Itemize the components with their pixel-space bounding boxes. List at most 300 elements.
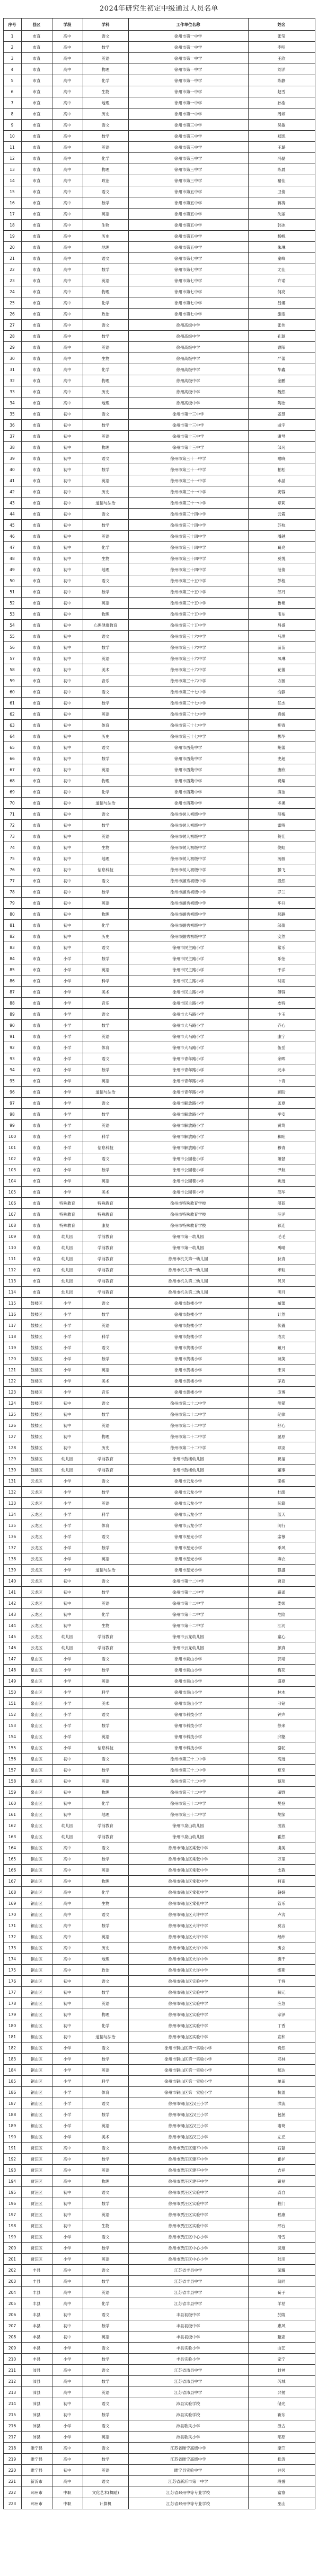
name-cell: 贲然 [248,2042,315,2054]
workplace-cell: 沛县歌风小学 [128,2420,248,2432]
subject-cell: 语文 [83,2143,128,2154]
subject-cell: 科学 [83,2076,128,2087]
workplace-cell: 徐州市第七中学 [128,253,248,264]
subject-cell: 音乐 [83,675,128,686]
index-cell: 85 [3,964,21,975]
workplace-cell: 徐州市泉山小学 [128,1676,248,1687]
index-cell: 187 [3,2098,21,2109]
workplace-cell: 徐州市黄楼小学 [128,1376,248,1387]
table-row [3,475,315,486]
stage-cell: 高中 [52,297,83,309]
table-row [3,2087,315,2098]
name-cell: 周婷 [248,109,315,120]
table-row [3,1209,315,1220]
index-cell: 177 [3,1987,21,1998]
name-cell: 甄宓 [248,2331,315,2343]
district-cell: 铜山区 [21,1842,52,1854]
district-cell: 铜山区 [21,1954,52,1965]
district-cell: 市直 [21,109,52,120]
subject-cell: 英语 [83,1120,128,1131]
district-cell: 铜山区 [21,1887,52,1898]
workplace-cell: 徐州市特殊教育学校 [128,1209,248,1220]
table-row [3,642,315,653]
name-cell: 柳青 [248,720,315,731]
district-cell: 市直 [21,409,52,420]
table-row [3,2098,315,2109]
table-row [3,2298,315,2309]
name-cell: 江河 [248,1620,315,1631]
table-row [3,653,315,664]
subject-cell: 化学 [83,364,128,375]
district-cell: 沛县 [21,2387,52,2398]
workplace-cell: 徐州市星光小学 [128,1542,248,1553]
name-cell: 钟声 [248,1709,315,1720]
district-cell: 沛县 [21,2376,52,2387]
stage-cell: 初中 [52,2020,83,2031]
name-cell: 许诺 [248,275,315,286]
name-cell: 苗苗 [248,642,315,653]
stage-cell: 初中 [52,442,83,453]
stage-cell: 初中 [52,2220,83,2231]
name-cell: 严蕾 [248,353,315,364]
subject-cell: 语文 [83,2365,128,2376]
district-cell: 市直 [21,242,52,253]
index-cell: 210 [3,2354,21,2365]
index-cell: 93 [3,1053,21,1064]
index-cell: 176 [3,1976,21,1987]
stage-cell: 小学 [52,1131,83,1142]
district-cell: 市直 [21,31,52,42]
table-row [3,1487,315,1498]
stage-cell: 小学 [52,1531,83,1542]
workplace-cell: 徐州市第三十七中学 [128,731,248,742]
table-row [3,1120,315,1131]
table-row [3,1765,315,1776]
workplace-cell: 徐州市铜山区大许中学 [128,1920,248,1931]
subject-cell: 生物 [83,1898,128,1909]
subject-cell: 物理 [83,909,128,920]
workplace-cell: 徐州市第二十二中学 [128,1442,248,1453]
subject-cell: 语文 [83,942,128,953]
workplace-cell: 徐州市贾汪区实验中学 [128,2198,248,2209]
workplace-cell: 徐州市第三十一中学 [128,464,248,475]
district-cell: 市直 [21,742,52,753]
stage-cell: 高中 [52,1876,83,1887]
index-cell: 164 [3,1842,21,1854]
district-cell: 市直 [21,909,52,920]
subject-cell: 数学 [83,2409,128,2420]
table-row [3,442,315,453]
workplace-cell: 江苏省沛县中学 [128,2387,248,2398]
workplace-cell: 徐州市星光小学 [128,1565,248,1576]
workplace-cell: 徐州市大马路小学 [128,1020,248,1031]
stage-cell: 小学 [52,1353,83,1364]
workplace-cell: 徐州市黄楼小学 [128,1342,248,1353]
index-cell: 192 [3,2154,21,2165]
workplace-cell: 徐州市西苑中学 [128,764,248,775]
district-cell: 市直 [21,75,52,86]
table-row [3,120,315,131]
stage-cell: 小学 [52,2343,83,2354]
subject-cell: 道德与法治 [83,2031,128,2042]
subject-cell: 数学 [83,2454,128,2465]
table-row [3,2187,315,2198]
subject-cell: 语文 [83,1398,128,1409]
subject-cell: 历史 [83,386,128,397]
name-cell: 崔护 [248,2154,315,2165]
table-row [3,242,315,253]
index-cell: 118 [3,1331,21,1342]
name-cell: 吴敏 [248,120,315,131]
table-row [3,775,315,787]
table-row [3,86,315,97]
district-cell: 铜山区 [21,1854,52,1865]
index-cell: 145 [3,1631,21,1642]
subject-cell: 语文 [83,575,128,586]
workplace-cell: 徐州市贾汪区实验中学 [128,2187,248,2198]
name-cell: 梁栋 [248,1476,315,1487]
district-cell: 市直 [21,486,52,498]
workplace-cell: 徐州市第十二中学 [128,1620,248,1631]
workplace-cell: 徐州市第三十五中学 [128,586,248,598]
index-cell: 16 [3,197,21,209]
subject-cell: 数学 [83,1064,128,1075]
district-cell: 云龙区 [21,1520,52,1531]
table-row [3,453,315,464]
name-cell: 任杰 [248,698,315,709]
workplace-cell: 徐州市第一中学 [128,42,248,53]
name-cell: 杨帆 [248,231,315,242]
subject-cell: 语文 [83,2476,128,2487]
district-cell: 云龙区 [21,1476,52,1487]
index-cell: 175 [3,1965,21,1976]
name-cell: 奚悦 [248,553,315,564]
table-row [3,1309,315,1320]
stage-cell: 高中 [52,1954,83,1965]
workplace-cell: 徐州市第三十四中学 [128,542,248,553]
workplace-cell: 徐州市鼓楼幼儿园 [128,1465,248,1476]
name-cell: 夏至 [248,1765,315,1776]
index-cell: 184 [3,2065,21,2076]
stage-cell: 高中 [52,2165,83,2176]
name-cell: 巫山 [248,2498,315,2509]
table-row [3,2209,315,2220]
index-cell: 170 [3,1909,21,1920]
district-cell: 市直 [21,620,52,631]
name-cell: 元丰 [248,1064,315,1075]
name-cell: 蒋涛 [248,197,315,209]
subject-cell: 特殊教育 [83,1209,128,1220]
index-cell: 168 [3,1887,21,1898]
subject-cell: 学前教育 [83,1242,128,1253]
index-cell: 41 [3,475,21,486]
table-row [3,2487,315,2498]
workplace-cell: 徐州市第三十四中学 [128,564,248,575]
index-cell: 203 [3,2276,21,2287]
name-cell: 伏羲 [248,1320,315,1331]
subject-cell: 英语 [83,2065,128,2076]
stage-cell: 高中 [52,175,83,186]
district-cell: 市直 [21,842,52,853]
table-row [3,2287,315,2298]
table-row [3,575,315,586]
name-cell: 伍岳 [248,1042,315,1053]
workplace-cell: 徐州市第三十四中学 [128,531,248,542]
table-row [3,1465,315,1476]
stage-cell: 高中 [52,397,83,409]
name-cell: 解元 [248,1987,315,1998]
name-cell: 孙浩 [248,97,315,109]
table-row [3,253,315,264]
subject-cell: 数学 [83,1109,128,1120]
name-cell: 米粒 [248,1264,315,1276]
index-cell: 119 [3,1342,21,1353]
stage-cell: 初中 [52,698,83,709]
stage-cell: 初中 [52,720,83,731]
stage-cell: 小学 [52,2042,83,2054]
stage-cell: 小学 [52,1309,83,1320]
subject-cell: 英语 [83,1364,128,1376]
index-cell: 222 [3,2487,21,2498]
subject-cell: 数学 [83,1920,128,1931]
name-cell: 宣和 [248,2031,315,2042]
index-cell: 161 [3,1809,21,1820]
district-cell: 云龙区 [21,1642,52,1653]
district-cell: 市直 [21,164,52,175]
workplace-cell: 徐州市树人初级中学 [128,864,248,875]
name-cell: 齐心 [248,1020,315,1031]
subject-cell: 语文 [83,253,128,264]
table-row [3,1453,315,1465]
index-cell: 7 [3,97,21,109]
subject-cell: 英语 [83,1676,128,1687]
stage-cell: 初中 [52,475,83,486]
index-cell: 108 [3,1220,21,1231]
workplace-cell: 徐州市鼓楼小学 [128,1331,248,1342]
subject-cell: 英语 [83,1731,128,1742]
name-cell: 杭盖 [248,2087,315,2098]
district-cell: 鼓楼区 [21,1342,52,1353]
workplace-cell: 徐州市铜山区第一实验小学 [128,2087,248,2098]
district-cell: 市直 [21,1276,52,1287]
workplace-cell: 徐州市第三十二中学 [128,1754,248,1765]
stage-cell: 初中 [52,1798,83,1809]
workplace-cell: 徐州市铜山区棠张中学 [128,1898,248,1909]
index-cell: 18 [3,220,21,231]
stage-cell: 高中 [52,2143,83,2154]
name-cell: 昌盛 [248,620,315,631]
table-row [3,2320,315,2331]
subject-cell: 数学 [83,2276,128,2287]
subject-cell: 科学 [83,1687,128,1698]
index-cell: 218 [3,2443,21,2454]
table-row [3,1831,315,1842]
stage-cell: 初中 [52,2465,83,2476]
name-cell: 狄青 [248,1253,315,1264]
district-cell: 鼓楼区 [21,1453,52,1465]
name-cell: 莫言 [248,1920,315,1931]
workplace-cell: 徐州市铜山区实验中学 [128,1976,248,1987]
district-cell: 市直 [21,1209,52,1220]
subject-cell: 美术 [83,1187,128,1198]
workplace-cell: 徐州市第十三中学 [128,431,248,442]
name-cell: 郎月 [248,586,315,598]
index-cell: 91 [3,1031,21,1042]
name-cell: 岑溪 [248,798,315,809]
name-cell: 嵇康 [248,2209,315,2220]
workplace-cell: 徐州市公园巷小学 [128,1187,248,1198]
workplace-cell: 徐州市第一中学 [128,97,248,109]
name-cell: 陈静 [248,75,315,86]
index-cell: 120 [3,1353,21,1364]
stage-cell: 高中 [52,109,83,120]
workplace-cell: 徐州高级中学 [128,386,248,397]
workplace-cell: 沛县歌风小学 [128,2432,248,2443]
name-cell: 费翔 [248,775,315,787]
workplace-cell: 徐州市第三中学 [128,120,248,131]
name-cell: 罗兰 [248,887,315,898]
stage-cell: 高中 [52,209,83,220]
table-row [3,764,315,775]
stage-cell: 小学 [52,1542,83,1553]
name-cell: 雷鸣 [248,820,315,831]
subject-cell: 学前教育 [83,1631,128,1642]
index-cell: 90 [3,1020,21,1031]
district-cell: 市直 [21,442,52,453]
district-cell: 贾汪区 [21,2209,52,2220]
index-cell: 94 [3,1064,21,1075]
subject-cell: 语文 [83,742,128,753]
subject-cell: 语文 [83,1653,128,1665]
subject-cell: 地理 [83,853,128,864]
stage-cell: 高中 [52,320,83,331]
subject-cell: 道德与法治 [83,498,128,509]
workplace-cell: 徐州高级中学 [128,353,248,364]
district-cell: 铜山区 [21,1998,52,2009]
header-cell-workplace: 工作单位名称 [128,19,248,31]
table-row [3,1364,315,1376]
header-cell-index: 序号 [3,19,21,31]
workplace-cell: 徐州市铜山区汉王小学 [128,2098,248,2109]
district-cell: 云龙区 [21,1542,52,1553]
district-cell: 睢宁县 [21,2443,52,2454]
subject-cell: 语文 [83,2420,128,2432]
name-cell: 管乐 [248,1898,315,1909]
name-cell: 贾岛 [248,1576,315,1587]
district-cell: 市直 [21,1064,52,1075]
stage-cell: 小学 [52,1565,83,1576]
index-cell: 59 [3,675,21,686]
table-row [3,1553,315,1565]
stage-cell: 幼儿园 [52,1820,83,1831]
stage-cell: 初中 [52,531,83,542]
name-cell: 荣耀 [248,2265,315,2276]
district-cell: 市直 [21,720,52,731]
workplace-cell: 徐州市第七中学 [128,297,248,309]
table-row [3,1353,315,1364]
stage-cell: 高中 [52,275,83,286]
subject-cell: 语文 [83,320,128,331]
table-row [3,1742,315,1754]
district-cell: 沛县 [21,2398,52,2409]
stage-cell: 幼儿园 [52,1276,83,1287]
index-cell: 134 [3,1509,21,1520]
table-row [3,186,315,197]
district-cell: 丰县 [21,2343,52,2354]
workplace-cell: 徐州市第三十二中学 [128,1787,248,1798]
district-cell: 沛县 [21,2365,52,2376]
table-row [3,509,315,520]
workplace-cell: 徐州市第二十二中学 [128,1420,248,1431]
district-cell: 铜山区 [21,1898,52,1909]
index-cell: 79 [3,898,21,909]
stage-cell: 小学 [52,1075,83,1087]
index-cell: 80 [3,909,21,920]
name-cell: 曹阳 [248,342,315,353]
index-cell: 23 [3,275,21,286]
index-cell: 95 [3,1075,21,1087]
name-cell: 潘越 [248,531,315,542]
table-row [3,675,315,686]
subject-cell: 历史 [83,109,128,120]
stage-cell: 初中 [52,1998,83,2009]
index-cell: 87 [3,987,21,998]
stage-cell: 小学 [52,2131,83,2143]
table-row [3,1298,315,1309]
district-cell: 市直 [21,575,52,586]
stage-cell: 高中 [52,364,83,375]
stage-cell: 小学 [52,953,83,964]
subject-cell: 生物 [83,86,128,97]
district-cell: 铜山区 [21,2031,52,2042]
name-cell: 魏然 [248,386,315,397]
stage-cell: 初中 [52,498,83,509]
table-row [3,664,315,675]
workplace-cell: 徐州市树人初级中学 [128,809,248,820]
table-row [3,1665,315,1676]
district-cell: 贾汪区 [21,2176,52,2187]
table-row [3,1409,315,1420]
index-cell: 126 [3,1420,21,1431]
subject-cell: 英语 [83,2287,128,2298]
name-cell: 闵行 [248,1520,315,1531]
subject-cell: 英语 [83,1553,128,1565]
subject-cell: 英语 [83,1498,128,1509]
index-cell: 178 [3,1998,21,2009]
workplace-cell: 徐州市第三中学 [128,153,248,164]
workplace-cell: 徐州市第十三中学 [128,409,248,420]
index-cell: 55 [3,631,21,642]
index-cell: 48 [3,553,21,564]
index-cell: 204 [3,2287,21,2298]
table-row [3,2331,315,2343]
district-cell: 市直 [21,342,52,353]
subject-cell: 数学 [83,887,128,898]
name-cell: 陶冶 [248,397,315,409]
table-row [3,375,315,386]
subject-cell: 英语 [83,2165,128,2176]
subject-cell: 英语 [83,598,128,609]
district-cell: 市直 [21,764,52,775]
subject-cell: 物理 [83,375,128,386]
index-cell: 147 [3,1653,21,1665]
name-cell: 石磊 [248,2143,315,2154]
subject-cell: 语文 [83,120,128,131]
workplace-cell: 徐州市第三十二中学 [128,1776,248,1787]
stage-cell: 初中 [52,509,83,520]
workplace-cell: 徐州市第三十七中学 [128,686,248,698]
table-row [3,2120,315,2131]
